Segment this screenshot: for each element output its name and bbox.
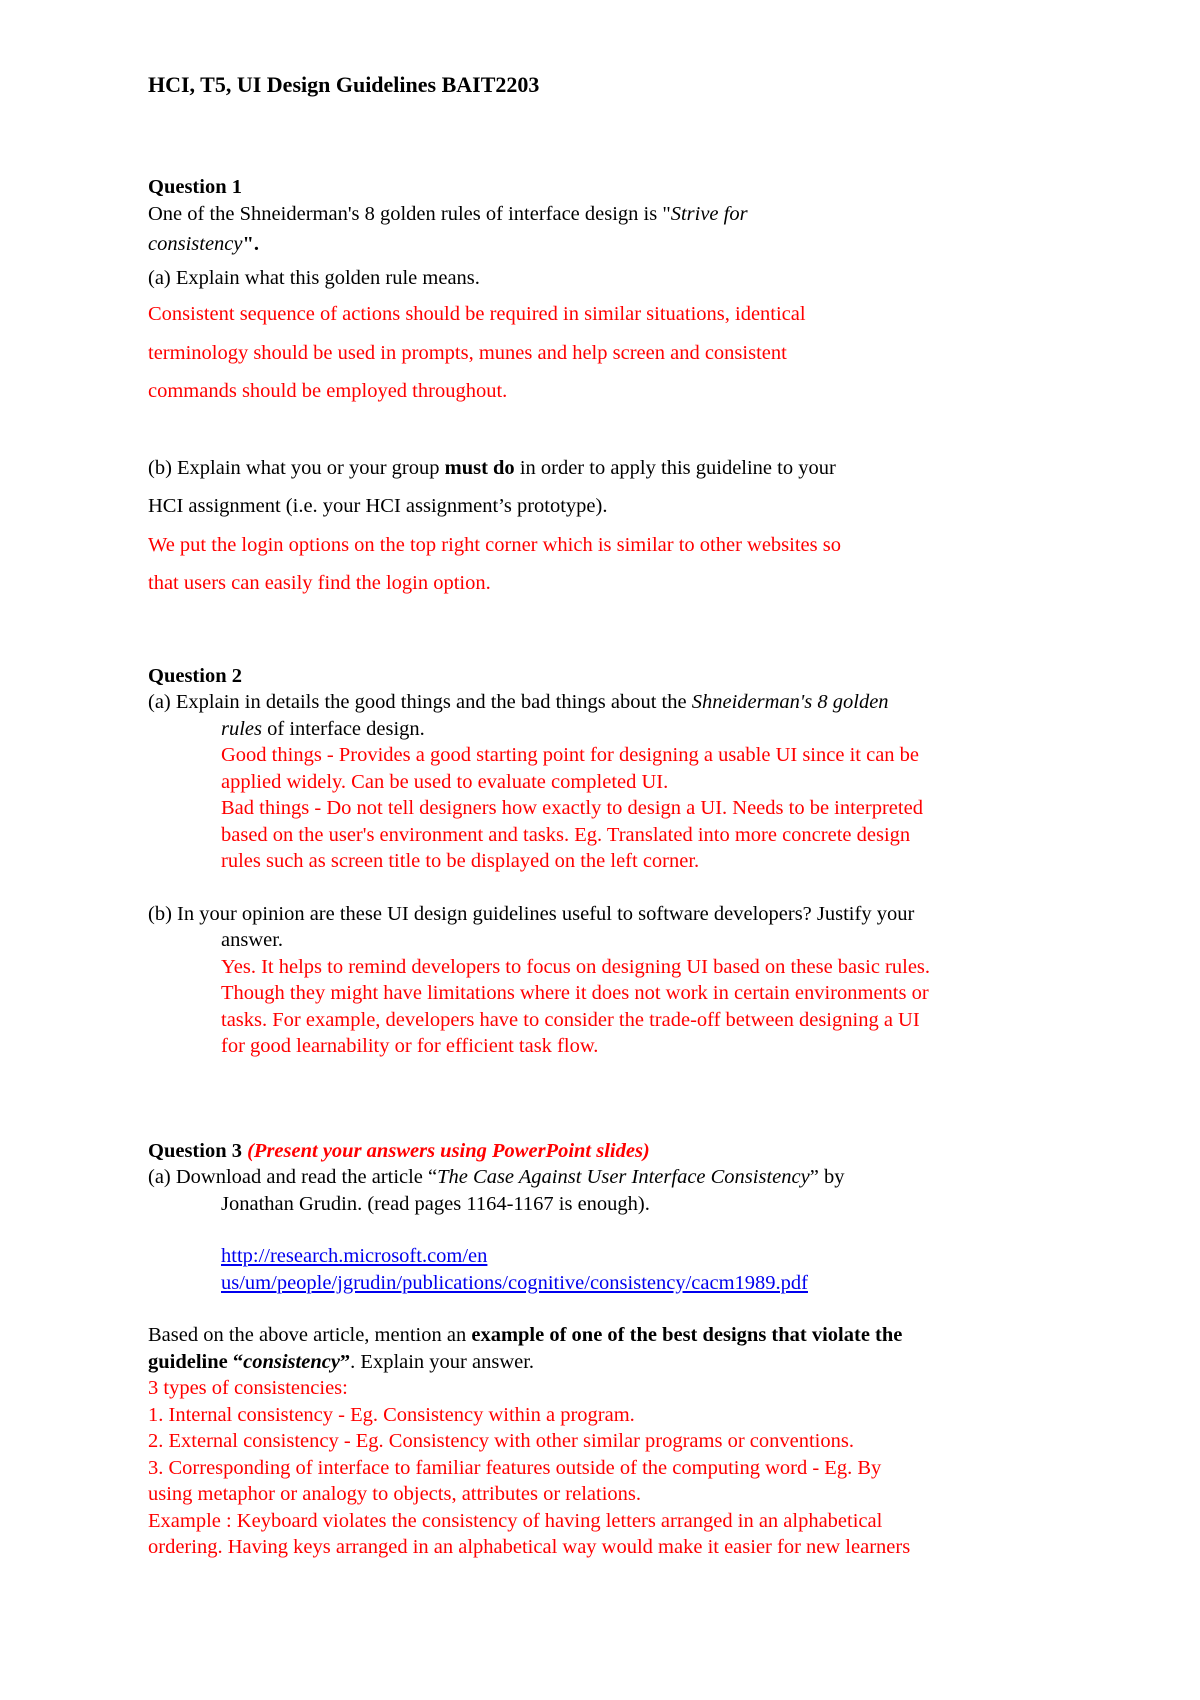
q1b-question-text: (b) Explain what you or your group bbox=[148, 456, 445, 479]
q2a-question bbox=[148, 689, 1078, 716]
q1b-question bbox=[148, 449, 1078, 488]
q2a-italic2: rules bbox=[221, 717, 262, 740]
q1-intro-text: One of the Shneiderman's 8 golden rules of interface design is " bbox=[148, 202, 671, 225]
q2a-question-end: of interface design. bbox=[262, 717, 425, 740]
answer-line: using metaphor or analogy to objects, attributes or relations. bbox=[148, 1483, 642, 1505]
q3a-question bbox=[148, 1164, 1078, 1191]
q1a-answer bbox=[148, 295, 1078, 411]
document-page bbox=[148, 70, 1078, 1561]
q3-based-end: . Explain your answer. bbox=[350, 1350, 535, 1373]
q2b-question: (b) In your opinion are these UI design guidelines useful to software developers? Justify your bbox=[148, 902, 915, 925]
q1-intro-end: ". bbox=[242, 233, 260, 255]
q1b-must-do: must do bbox=[444, 456, 515, 479]
answer-line: 3 types of consistencies: bbox=[148, 1377, 348, 1399]
q3a-question-end: ” by bbox=[809, 1166, 845, 1188]
q3-based-bold: example of one of the best designs that violate the bbox=[471, 1324, 903, 1346]
question-3-heading: Question 3 bbox=[148, 1139, 242, 1162]
answer-line: Consistent sequence of actions should be required in similar situations, identical bbox=[148, 303, 806, 325]
article-link[interactable] bbox=[148, 1243, 1078, 1296]
question-2-heading: Question 2 bbox=[148, 664, 242, 687]
q3a-question-text: (a) Download and read the article “ bbox=[148, 1166, 438, 1188]
answer-line: We put the login options on the top right corner which is similar to other websites so bbox=[148, 533, 841, 556]
q1b-question-line2: HCI assignment (i.e. your HCI assignment’s prototype). bbox=[148, 495, 608, 517]
q1a-question: (a) Explain what this golden rule means. bbox=[148, 267, 480, 289]
answer-line: tasks. For example, developers have to consider the trade-off between designing a UI bbox=[221, 1008, 920, 1031]
answer-line: for good learnability or for efficient task flow. bbox=[221, 1035, 599, 1057]
answer-line: Yes. It helps to remind developers to focus on designing UI based on these basic rules. bbox=[221, 955, 931, 978]
article-link-line1[interactable]: http://research.microsoft.com/en bbox=[221, 1245, 488, 1267]
answer-line: Example : Keyboard violates the consistency of having letters arranged in an alphabetical bbox=[148, 1509, 883, 1532]
question-1-heading: Question 1 bbox=[148, 176, 242, 198]
answer-line: 1. Internal consistency - Eg. Consistency within a program. bbox=[148, 1403, 635, 1426]
question-2 bbox=[148, 663, 1078, 1060]
q2a-italic: Shneiderman's 8 golden bbox=[691, 691, 889, 713]
q1-intro-italic: Strive for bbox=[670, 202, 748, 225]
q3-answer bbox=[148, 1375, 1078, 1561]
q3-based-line2 bbox=[148, 1349, 1078, 1376]
question-3 bbox=[148, 1138, 1078, 1561]
q2a-question-text: (a) Explain in details the good things and the bad things about the bbox=[148, 691, 692, 713]
document-title bbox=[148, 70, 1078, 100]
answer-line: commands should be employed throughout. bbox=[148, 380, 508, 402]
q3-heading-note: (Present your answers using PowerPoint slides) bbox=[247, 1139, 650, 1162]
article-link-line2[interactable]: us/um/people/jgrudin/publications/cognitive/consistency/cacm1989.pdf bbox=[221, 1271, 808, 1294]
q3-consistency-word: consistency bbox=[243, 1350, 340, 1373]
answer-line: 2. External consistency - Eg. Consistency with other similar programs or conventions. bbox=[148, 1430, 854, 1452]
title-bold: HCI, T5, UI Design Guidelines bbox=[148, 72, 437, 97]
q1b-question-text2: in order to apply this guideline to your bbox=[514, 456, 836, 479]
answer-line: Though they might have limitations where it does not work in certain environments or bbox=[221, 982, 929, 1004]
answer-line: Good things - Provides a good starting point for designing a usable UI since it can be bbox=[221, 744, 920, 766]
question-1 bbox=[148, 174, 1078, 603]
q1-intro-italic2: consistency bbox=[148, 233, 243, 255]
course-code: BAIT2203 bbox=[436, 72, 540, 97]
q3-based-bold3: ” bbox=[339, 1350, 351, 1373]
answer-line: based on the user's environment and tasks. Eg. Translated into more concrete design bbox=[221, 823, 911, 846]
answer-line: Bad things - Do not tell designers how exactly to design a UI. Needs to be interpreted bbox=[221, 797, 923, 819]
q1-intro-line2 bbox=[148, 227, 1078, 261]
answer-line: applied widely. Can be used to evaluate completed UI. bbox=[221, 770, 669, 793]
q3a-article-title: The Case Against User Interface Consistency bbox=[437, 1166, 810, 1188]
q2b-question-line2: answer. bbox=[221, 929, 284, 951]
q3-based-question bbox=[148, 1322, 1078, 1349]
q3-based-text: Based on the above article, mention an bbox=[148, 1324, 472, 1346]
answer-line: that users can easily find the login option. bbox=[148, 572, 491, 594]
answer-line: ordering. Having keys arranged in an alphabetical way would make it easier for new learners bbox=[148, 1536, 911, 1558]
q3a-question-line2: Jonathan Grudin. (read pages 1164-1167 is enough). bbox=[221, 1192, 650, 1215]
q1b-answer bbox=[148, 526, 1078, 603]
q2b-answer bbox=[148, 954, 1078, 1060]
answer-line: rules such as screen title to be displayed on the left corner. bbox=[221, 850, 700, 872]
q2a-question-line2 bbox=[148, 716, 1078, 743]
answer-line: 3. Corresponding of interface to familiar features outside of the computing word - Eg. By bbox=[148, 1456, 882, 1479]
answer-line: terminology should be used in prompts, munes and help screen and consistent bbox=[148, 341, 787, 364]
q1-intro bbox=[148, 201, 1078, 228]
q2a-answer bbox=[148, 742, 1078, 875]
q3-based-bold2: guideline “ bbox=[148, 1350, 244, 1373]
